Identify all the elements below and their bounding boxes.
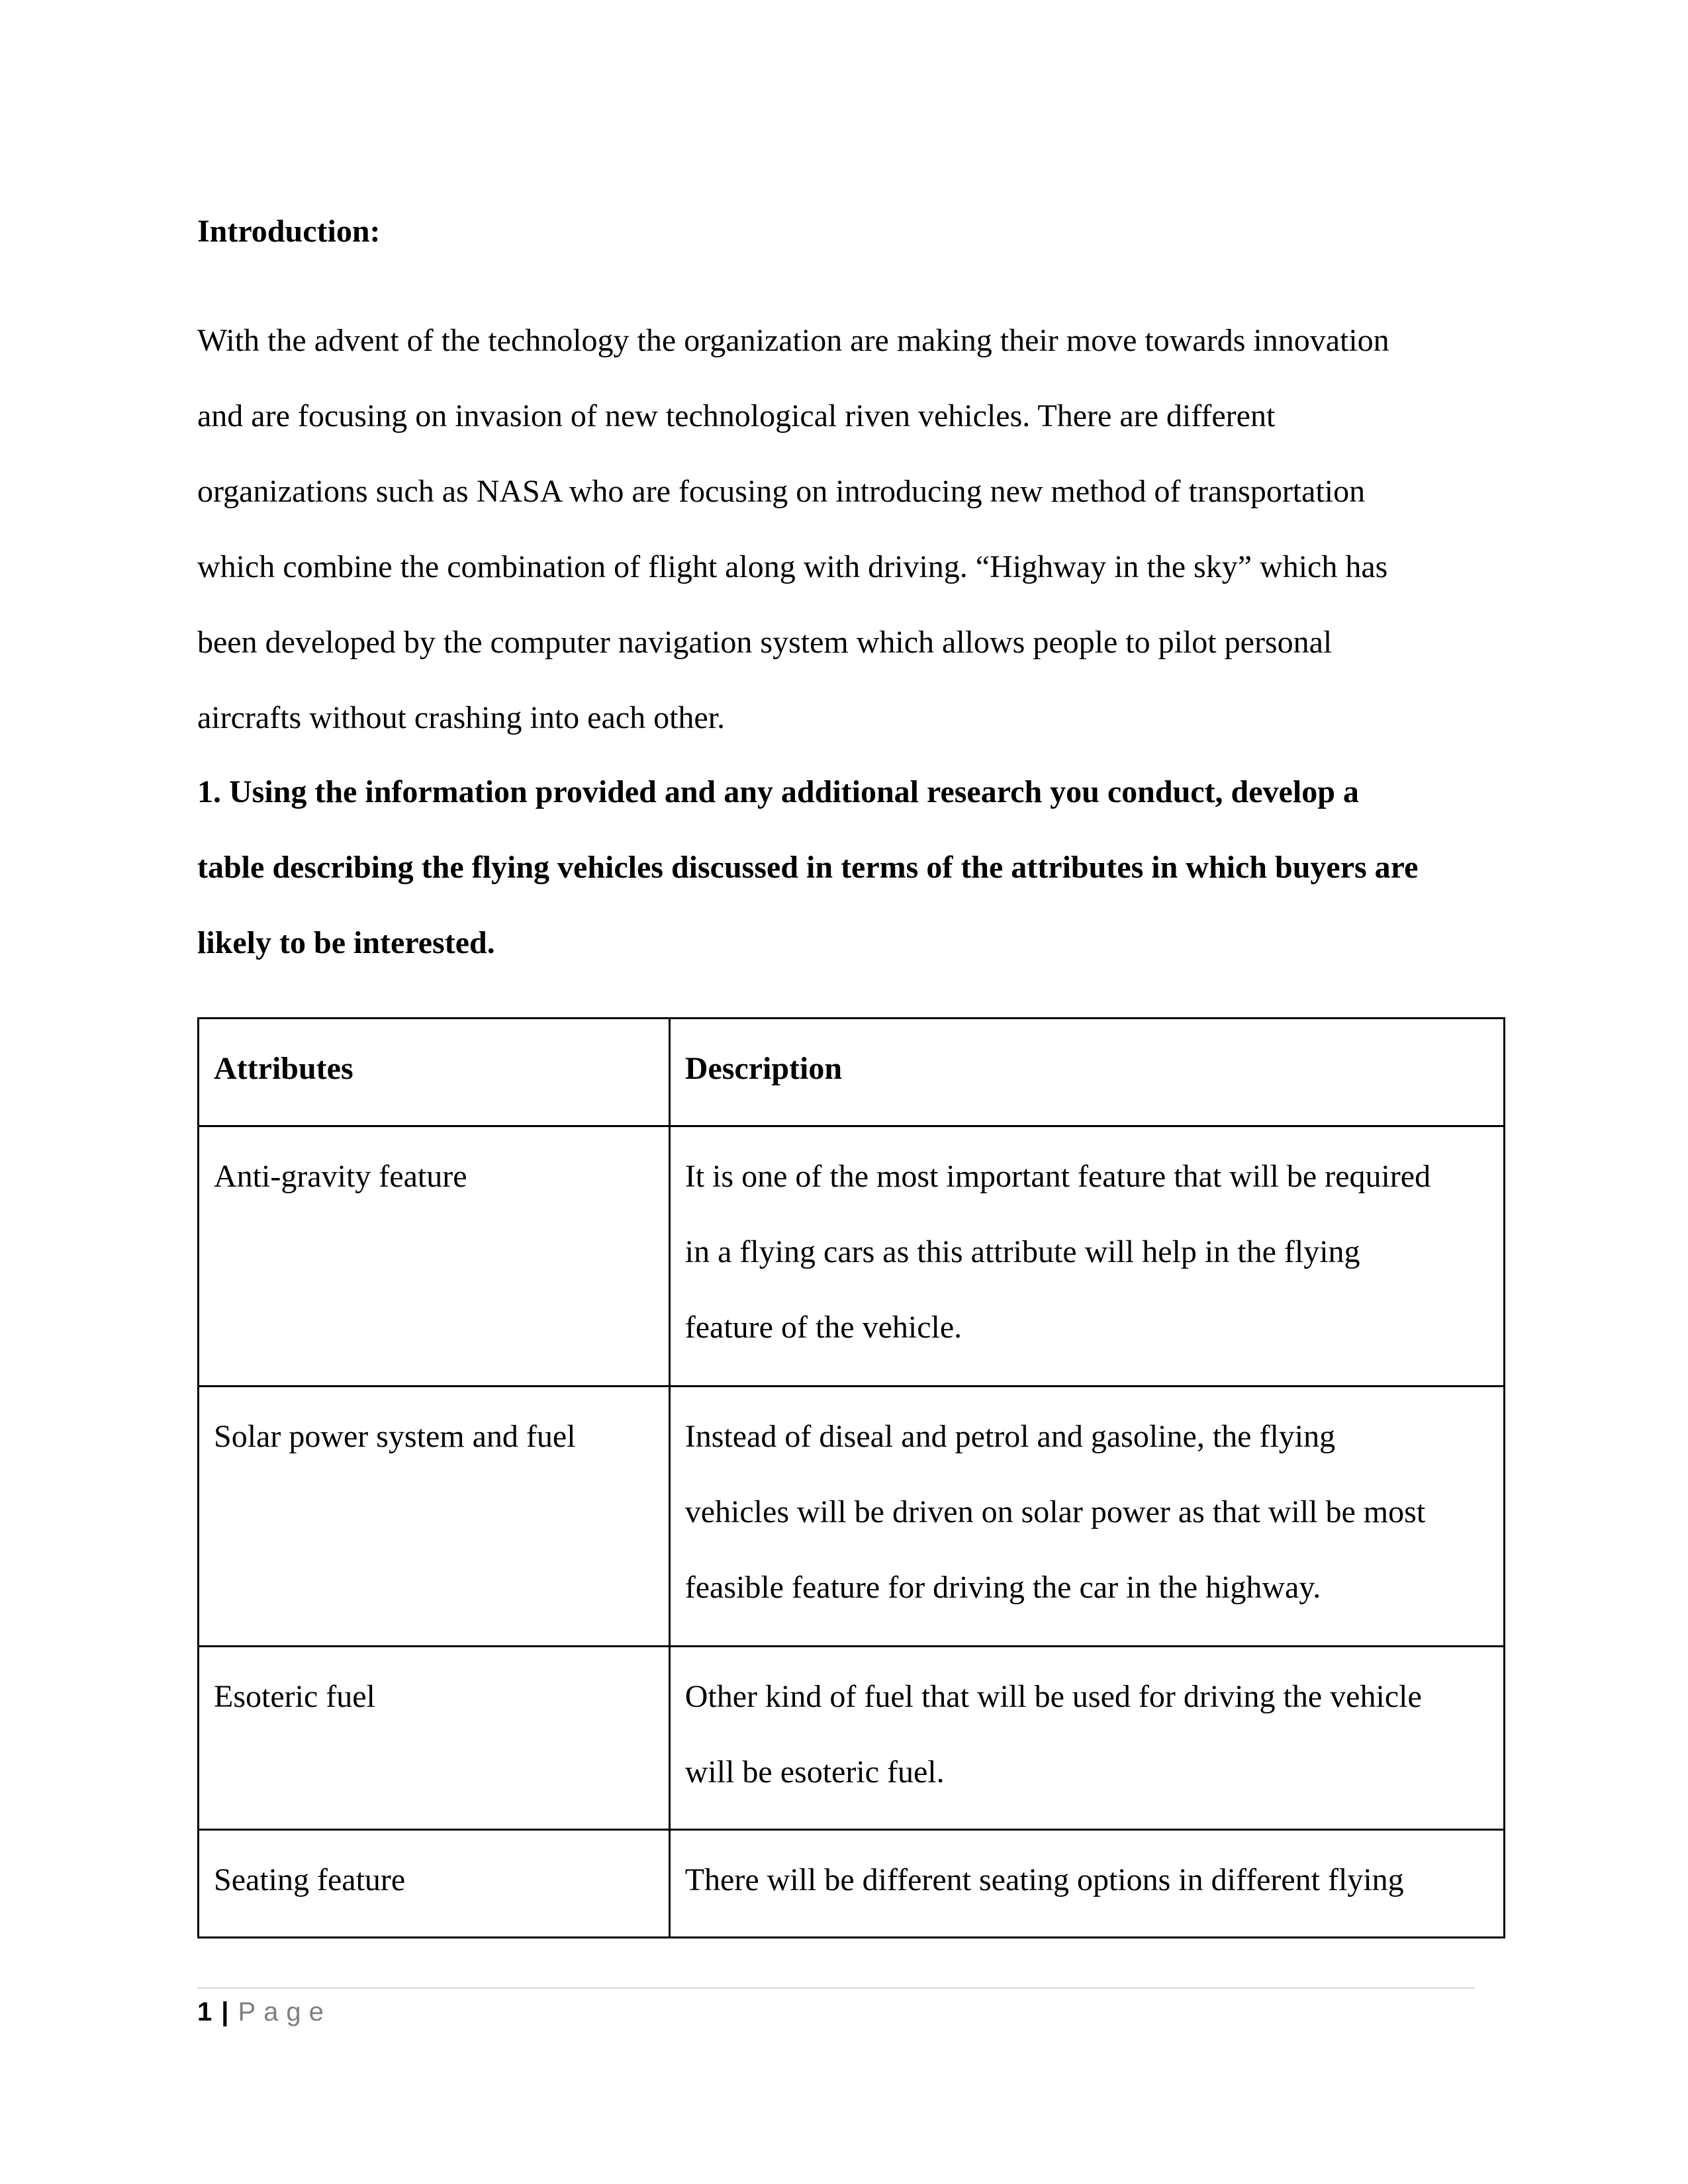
description-line: will be esoteric fuel. <box>684 1754 945 1790</box>
page-number: 1 <box>197 1997 212 2026</box>
intro-line: been developed by the computer navigation system which allows people to pilot personal <box>197 625 1333 660</box>
intro-line: aircrafts without crashing into each other. <box>197 700 726 735</box>
intro-paragraph <box>197 303 1495 756</box>
description-cell <box>669 1387 1504 1647</box>
description-cell <box>669 1830 1504 1938</box>
question-line: 1. Using the information provided and any additional research you conduct, develop a <box>197 774 1359 809</box>
table-row <box>199 1126 1505 1387</box>
table-row <box>199 1830 1505 1938</box>
description-cell <box>669 1126 1504 1387</box>
page-separator: | <box>221 1997 229 2026</box>
attribute-cell: Seating feature <box>199 1830 670 1938</box>
description-line: Instead of diseal and petrol and gasoline, the flying <box>684 1419 1336 1454</box>
description-line: feasible feature for driving the car in the highway. <box>684 1570 1321 1605</box>
intro-line: With the advent of the technology the organization are making their move towards innovation <box>197 323 1389 358</box>
page-footer <box>197 1992 332 2032</box>
intro-line: and are focusing on invasion of new technological riven vehicles. There are different <box>197 398 1276 433</box>
attribute-cell: Esoteric fuel <box>199 1647 670 1830</box>
attributes-table <box>197 1017 1505 1938</box>
description-line: vehicles will be driven on solar power as that will be most <box>684 1494 1426 1529</box>
description-line: It is one of the most important feature that will be required <box>684 1159 1431 1194</box>
section-heading: Introduction: <box>197 214 381 249</box>
intro-line: organizations such as NASA who are focusing on introducing new method of transportation <box>197 474 1366 509</box>
page-label: Page <box>238 1997 332 2026</box>
description-line: in a flying cars as this attribute will help in the flying <box>684 1234 1360 1269</box>
table-row <box>199 1647 1505 1830</box>
question-line: table describing the flying vehicles discussed in terms of the attributes in which buyers are <box>197 850 1419 885</box>
table-row <box>199 1387 1505 1647</box>
description-line: feature of the vehicle. <box>684 1310 962 1345</box>
header-description: Description <box>669 1019 1504 1126</box>
table-header-row <box>199 1019 1505 1126</box>
attribute-cell: Solar power system and fuel <box>199 1387 670 1647</box>
intro-line: which combine the combination of flight along with driving. “Highway in the sky” which has <box>197 549 1388 584</box>
description-line: There will be different seating options in different flying <box>684 1862 1404 1897</box>
footer-divider <box>197 1987 1475 1989</box>
question-line: likely to be interested. <box>197 925 495 960</box>
description-cell <box>669 1647 1504 1830</box>
question-paragraph <box>197 754 1495 981</box>
header-attributes: Attributes <box>199 1019 670 1126</box>
description-line: Other kind of fuel that will be used for driving the vehicle <box>684 1679 1422 1714</box>
attribute-cell: Anti-gravity feature <box>199 1126 670 1387</box>
